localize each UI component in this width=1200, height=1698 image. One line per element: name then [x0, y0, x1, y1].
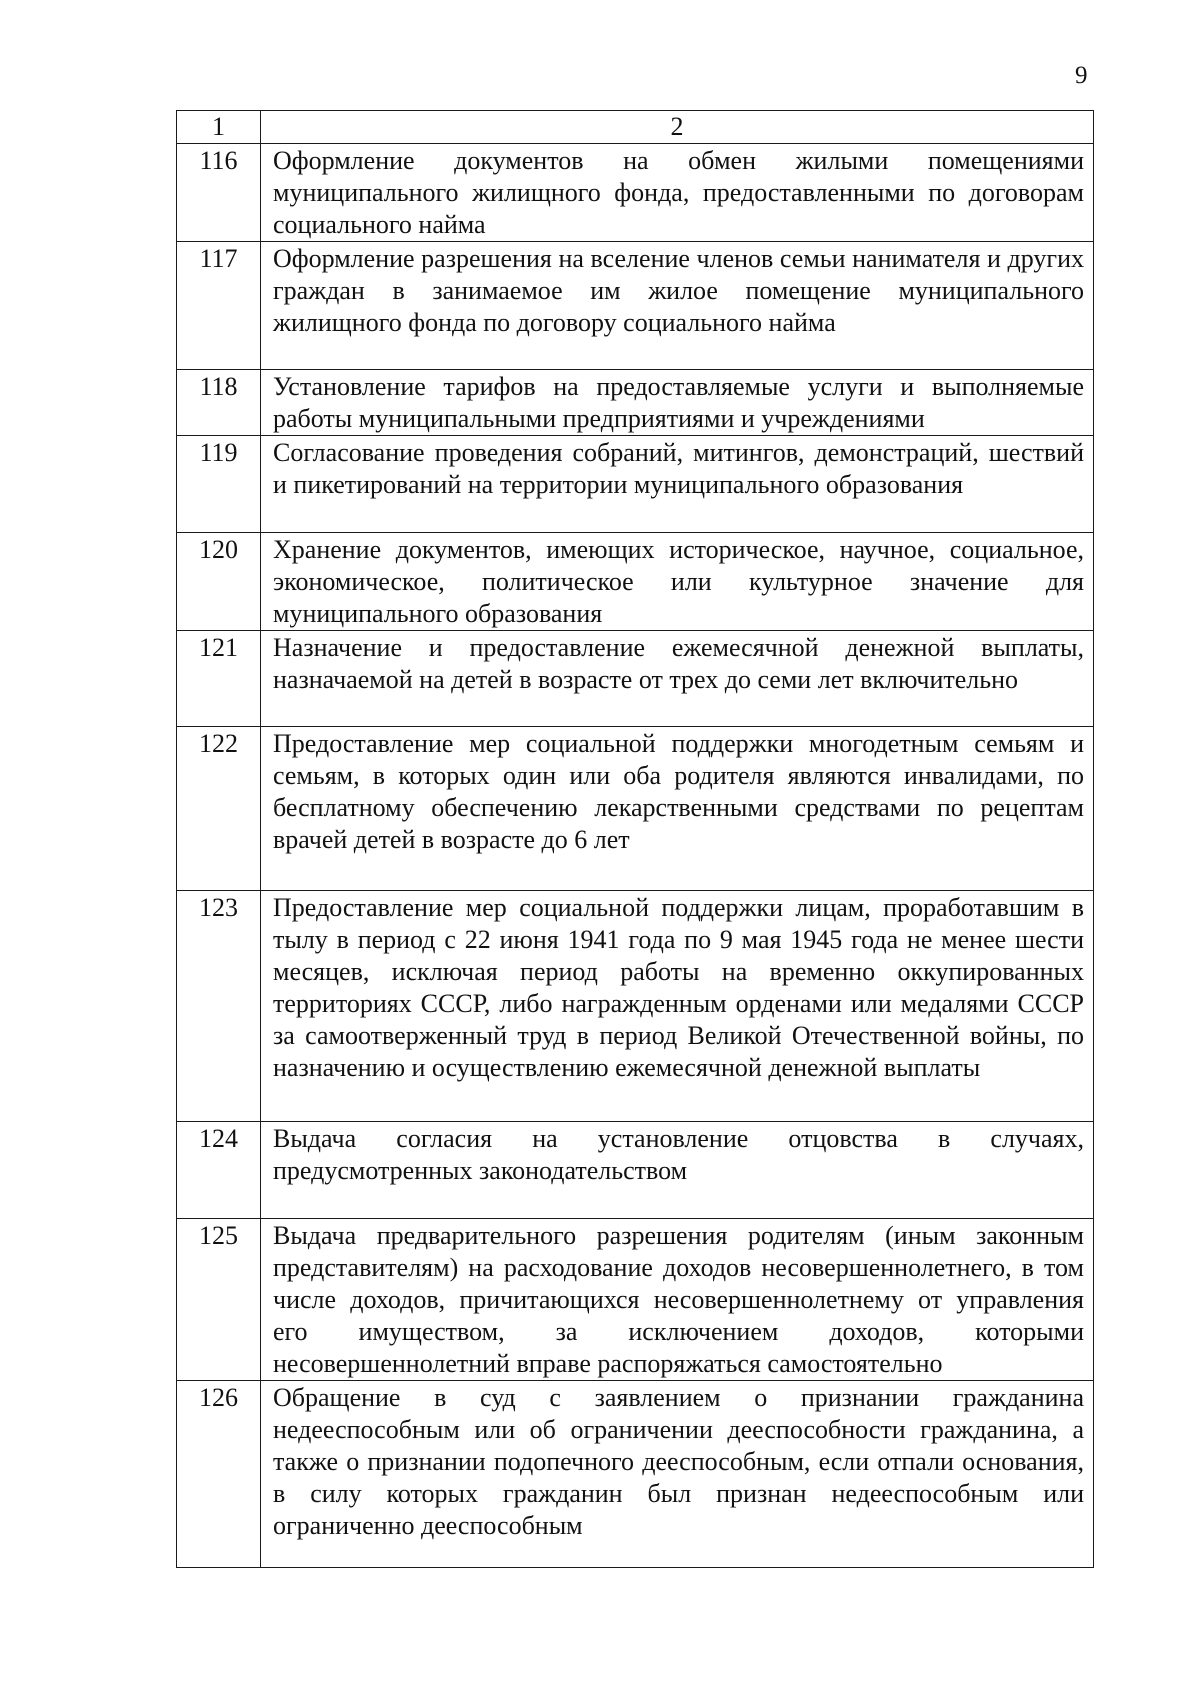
table-row	[177, 144, 1094, 242]
table-row	[177, 242, 1094, 370]
table-row	[177, 436, 1094, 533]
table-row	[177, 533, 1094, 631]
services-table-container	[176, 110, 1093, 1568]
row-number: 124	[177, 1122, 261, 1219]
table-row	[177, 631, 1094, 727]
column-header-2: 2	[261, 111, 1094, 144]
table-row	[177, 1122, 1094, 1219]
row-text: Хранение документов, имеющих историческое, научное, социальное, экономическое, политическое или культурное значение для муниципального образования	[261, 533, 1094, 631]
row-number: 120	[177, 533, 261, 631]
row-text: Предоставление мер социальной поддержки лицам, проработавшим в тылу в период с 22 июня 1941 года по 9 мая 1945 года не менее шести месяцев, исключая период работы на временно оккупированных территориях СССР, либо награжденным орденами или медалями СССР за самоотверженный труд в период Великой Отечественной войны, по назначению и осуществлению ежемесячной денежной выплаты	[261, 891, 1094, 1122]
row-text: Согласование проведения собраний, митингов, демонстраций, шествий и пикетирований на территории муниципального образования	[261, 436, 1094, 533]
row-number: 126	[177, 1381, 261, 1568]
row-text: Обращение в суд с заявлением о признании гражданина недееспособным или об ограничении дееспособности гражданина, а также о признании подопечного дееспособным, если отпали основания, в силу которых гражданин был признан недееспособным или ограниченно дееспособным	[261, 1381, 1094, 1568]
page-number: 9	[1075, 62, 1088, 89]
row-text: Выдача предварительного разрешения родителям (иным законным представителям) на расходование доходов несовершеннолетнего, в том числе доходов, причитающихся несовершеннолетнему от управления его имуществом, за исключением доходов, которыми несовершеннолетний вправе распоряжаться самостоятельно	[261, 1219, 1094, 1381]
row-text: Назначение и предоставление ежемесячной денежной выплаты, назначаемой на детей в возрасте от трех до семи лет включительно	[261, 631, 1094, 727]
row-text: Оформление разрешения на вселение членов семьи нанимателя и других граждан в занимаемое им жилое помещение муниципального жилищного фонда по договору социального найма	[261, 242, 1094, 370]
row-number: 122	[177, 727, 261, 891]
column-header-1: 1	[177, 111, 261, 144]
table-row	[177, 370, 1094, 436]
row-number: 117	[177, 242, 261, 370]
row-text: Установление тарифов на предоставляемые услуги и выполняемые работы муниципальными предприятиями и учреждениями	[261, 370, 1094, 436]
row-number: 118	[177, 370, 261, 436]
services-table	[176, 110, 1094, 1568]
table-row	[177, 891, 1094, 1122]
row-number: 123	[177, 891, 261, 1122]
row-text: Выдача согласия на установление отцовства в случаях, предусмотренных законодательством	[261, 1122, 1094, 1219]
table-row	[177, 1381, 1094, 1568]
table-row	[177, 727, 1094, 891]
row-text: Оформление документов на обмен жилыми помещениями муниципального жилищного фонда, предоставленными по договорам социального найма	[261, 144, 1094, 242]
row-text: Предоставление мер социальной поддержки многодетным семьям и семьям, в которых один или оба родителя являются инвалидами, по бесплатному обеспечению лекарственными средствами по рецептам врачей детей в возрасте до 6 лет	[261, 727, 1094, 891]
row-number: 116	[177, 144, 261, 242]
row-number: 125	[177, 1219, 261, 1381]
row-number: 119	[177, 436, 261, 533]
table-row	[177, 1219, 1094, 1381]
table-header-row	[177, 111, 1094, 144]
row-number: 121	[177, 631, 261, 727]
